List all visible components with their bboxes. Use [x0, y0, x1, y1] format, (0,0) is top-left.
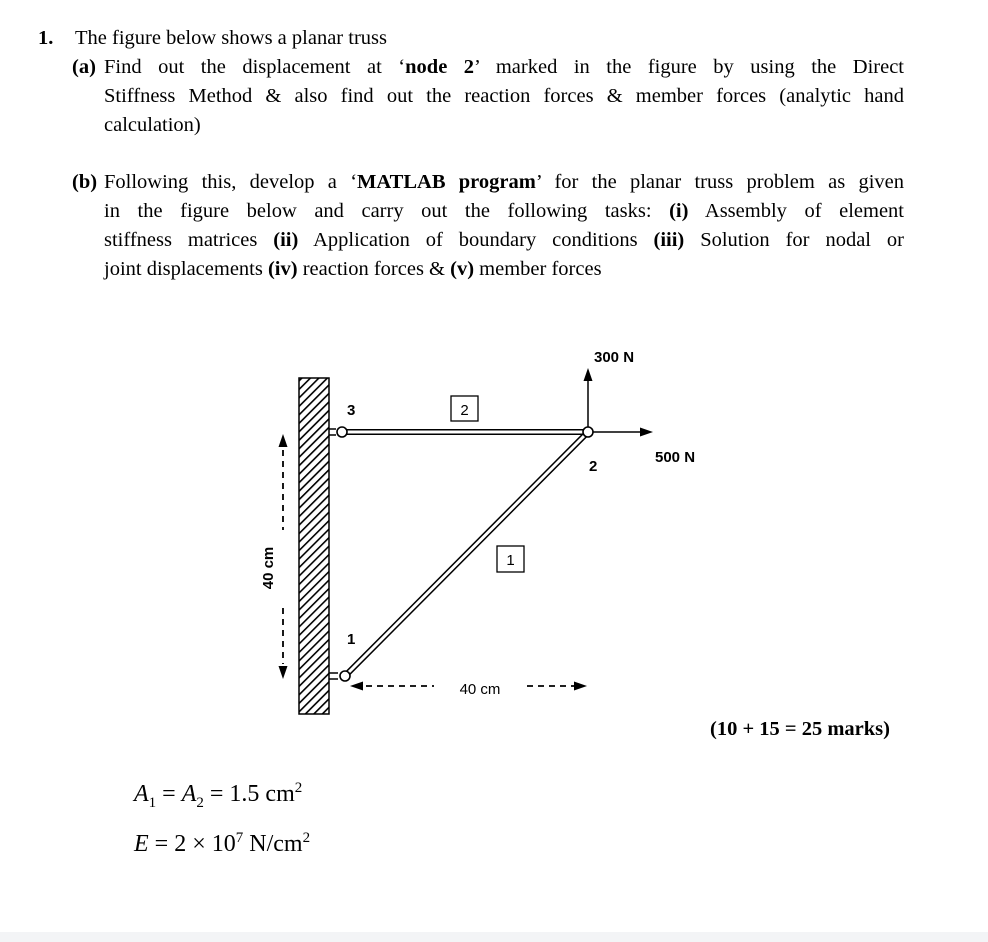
part-b-line-2: in the figure below and carry out the following tasks: (i) Assembly of element [104, 200, 904, 222]
node-3-label: 3 [347, 402, 356, 419]
part-b-line-1: Following this, develop a ‘MATLAB program’ for the planar truss problem as given [104, 171, 905, 193]
dimension-vertical-label: 40 cm [260, 546, 277, 590]
force-300n-label: 300 N [594, 349, 635, 366]
force-500n-label: 500 N [655, 449, 696, 466]
dimension-horizontal-label: 40 cm [459, 681, 501, 698]
node-1-pin [329, 671, 350, 681]
part-a-label: (a) [72, 56, 96, 78]
part-a-line-2: Stiffness Method & also find out the reaction forces & member forces (analytic hand [104, 85, 904, 107]
part-a-line-1: Find out the displacement at ‘node 2’ marked in the figure by using the Direct [104, 56, 904, 78]
question-intro: The figure below shows a planar truss [75, 27, 387, 49]
part-a-line-3: calculation) [104, 114, 201, 136]
part-b-line-3: stiffness matrices (ii) Application of boundary conditions (iii) Solution for nodal or [104, 229, 904, 251]
wall-support [299, 378, 329, 714]
question-number: 1. [38, 27, 54, 49]
given-area-formula: $A_1 = A_2 = 1.5$ $cm^2$ [134, 780, 303, 811]
bottom-edge [0, 932, 988, 942]
marks-allocation: (10 + 15 = 25 marks) [710, 718, 890, 740]
node-1-label: 1 [347, 631, 356, 648]
part-b-line-4: joint displacements (iv) reaction forces & (v) member forces [104, 258, 602, 280]
element-1-bar [345, 432, 588, 676]
element-2-label: 2 [460, 402, 469, 419]
part-b-label: (b) [72, 171, 98, 193]
node-2-joint [583, 427, 593, 437]
force-300n-arrow [584, 368, 593, 427]
dimension-vertical [279, 434, 288, 679]
node-3-pin [329, 427, 347, 437]
force-500n-arrow [593, 428, 653, 437]
node-2-label: 2 [589, 458, 598, 475]
given-modulus-formula: $E = 2 \times 10^7$ $N/cm^2$ [134, 830, 311, 857]
element-1-label: 1 [506, 552, 515, 569]
